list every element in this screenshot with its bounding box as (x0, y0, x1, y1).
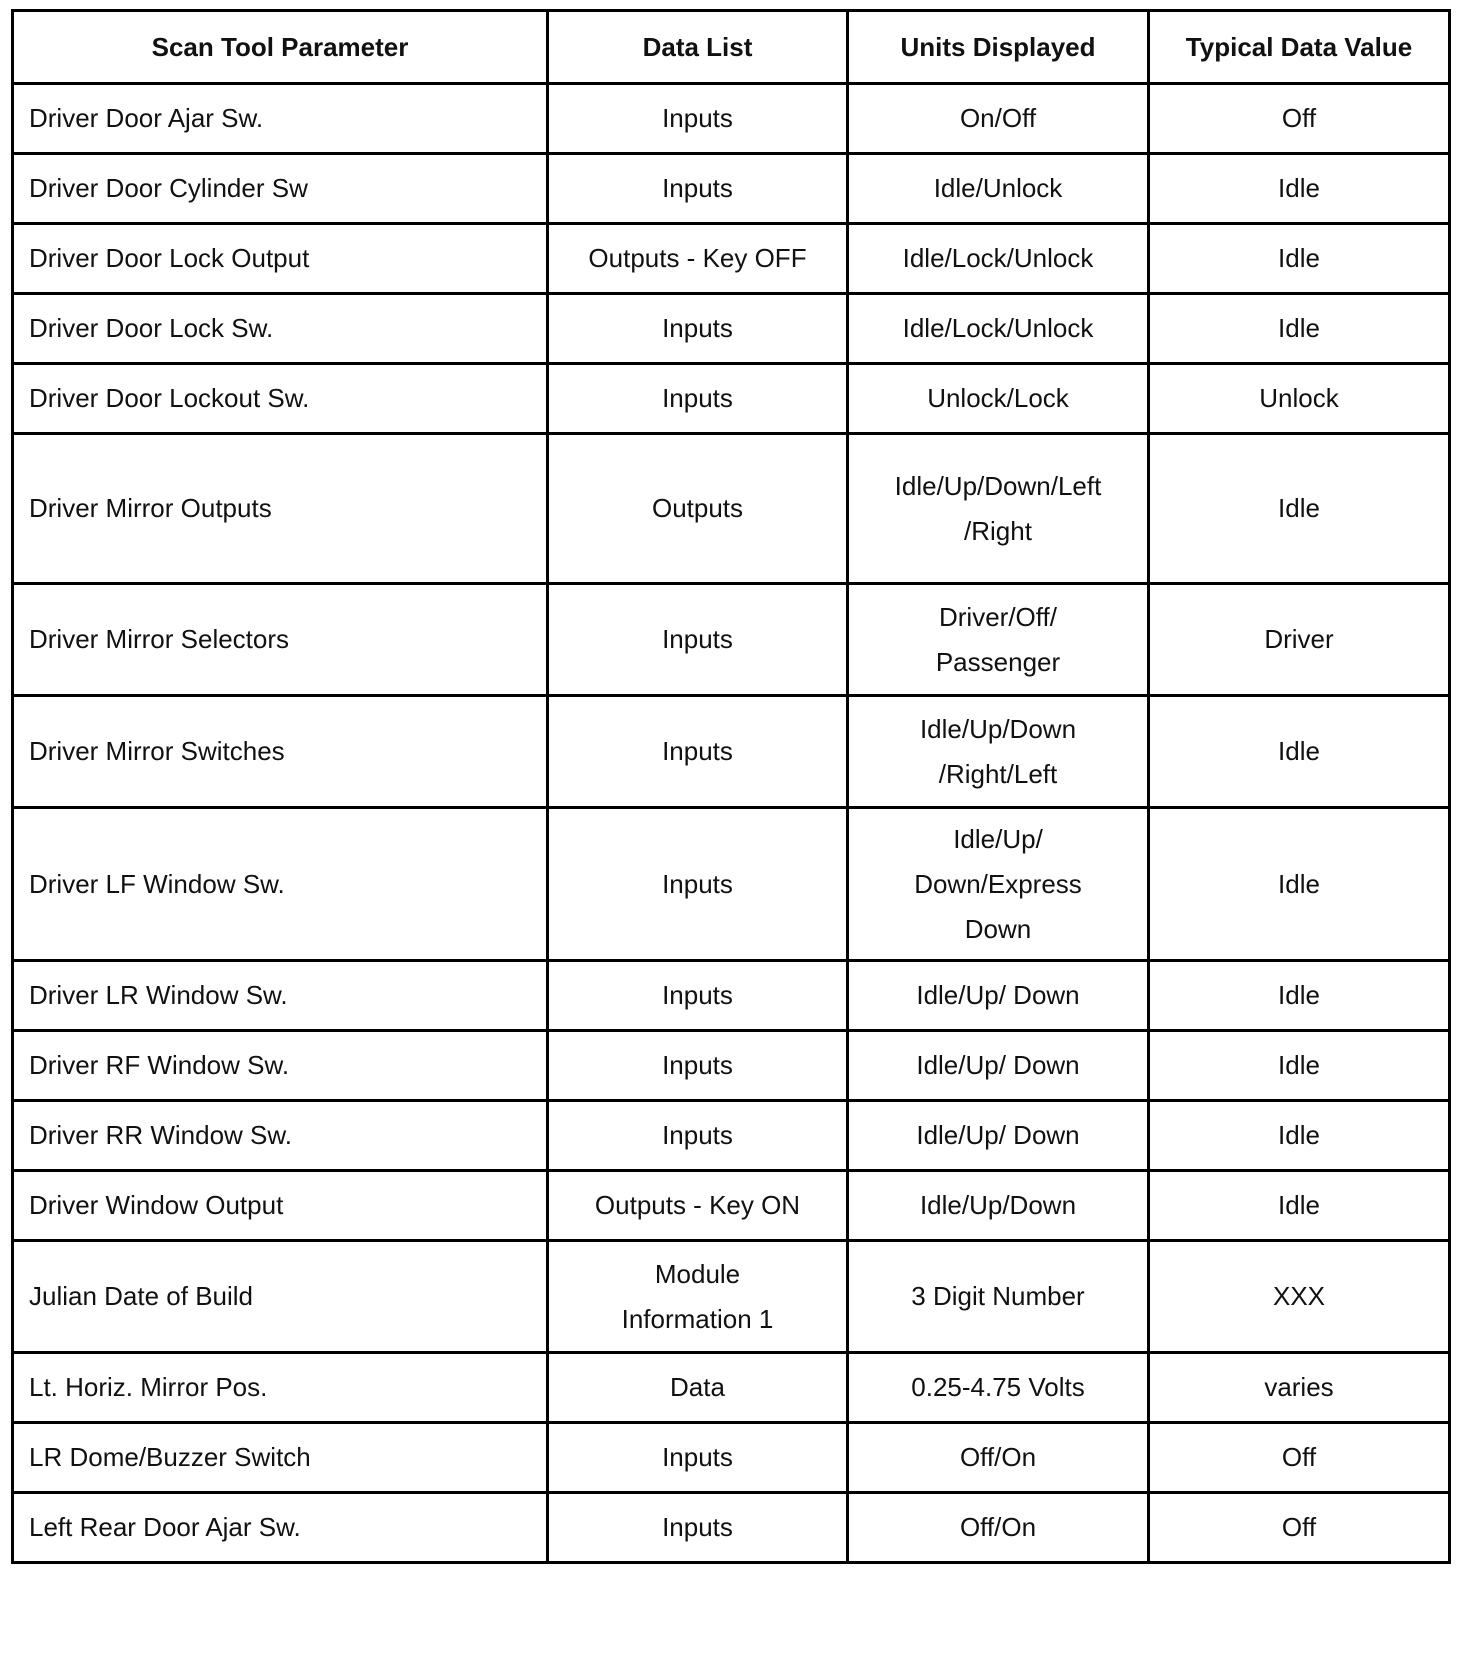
cell-parameter (13, 1493, 548, 1563)
table-row (13, 961, 1450, 1031)
cell-typical-data-value-text: Off (1281, 103, 1317, 133)
cell-parameter (13, 84, 548, 154)
cell-data-list (548, 1101, 848, 1171)
cell-typical-data-value (1149, 808, 1450, 961)
cell-parameter (13, 364, 548, 434)
table-row (13, 364, 1450, 434)
cell-units-displayed (848, 584, 1149, 696)
cell-units-displayed-text: Idle/Up/Down/Left /Right (894, 470, 1102, 546)
cell-units-displayed-text: Idle/Up/Down (919, 1190, 1077, 1220)
cell-parameter-text: Driver Door Lock Sw. (29, 313, 274, 343)
cell-parameter-text: Driver Door Lockout Sw. (29, 383, 310, 413)
cell-parameter-text: Driver RR Window Sw. (29, 1120, 292, 1150)
cell-units-displayed (848, 1241, 1149, 1353)
table-row (13, 808, 1450, 961)
cell-parameter (13, 1241, 548, 1353)
table-header (13, 11, 1450, 84)
table-row (13, 1171, 1450, 1241)
cell-typical-data-value-text: Idle (1278, 868, 1320, 899)
table-row (13, 1493, 1450, 1563)
header-units-displayed: Units Displayed (848, 11, 1149, 84)
table-row (13, 84, 1450, 154)
cell-typical-data-value (1149, 364, 1450, 434)
cell-data-list-text: Inputs (662, 1442, 733, 1472)
cell-typical-data-value (1149, 1241, 1450, 1353)
cell-parameter-text: Driver Mirror Outputs (29, 493, 272, 523)
table-row (13, 584, 1450, 696)
cell-typical-data-value (1149, 1493, 1450, 1563)
cell-data-list (548, 1241, 848, 1353)
table-row (13, 1031, 1450, 1101)
cell-typical-data-value (1149, 224, 1450, 294)
table-row (13, 1241, 1450, 1353)
cell-data-list-text: Outputs - Key ON (594, 1190, 801, 1220)
cell-units-displayed (848, 434, 1149, 584)
cell-units-displayed-text: On/Off (959, 103, 1037, 133)
cell-typical-data-value (1149, 1031, 1450, 1101)
cell-parameter-text: Driver LF Window Sw. (29, 868, 285, 899)
table-row (13, 1101, 1450, 1171)
cell-typical-data-value-text: Idle (1278, 1190, 1320, 1220)
cell-data-list-text: Inputs (662, 173, 733, 203)
scan-tool-parameter-table (11, 9, 1451, 1564)
cell-parameter-text: Driver Window Output (29, 1190, 284, 1220)
cell-data-list-text: Inputs (662, 868, 733, 899)
cell-parameter-text: LR Dome/Buzzer Switch (29, 1442, 311, 1472)
cell-units-displayed-text: Driver/Off/ Passenger (935, 601, 1061, 677)
cell-data-list (548, 696, 848, 808)
cell-data-list-text: Inputs (662, 383, 733, 413)
cell-typical-data-value-text: Idle (1278, 1050, 1320, 1080)
cell-units-displayed-text: Idle/Up/ Down (916, 980, 1080, 1010)
table-row (13, 224, 1450, 294)
cell-units-displayed (848, 154, 1149, 224)
cell-typical-data-value-text: Idle (1278, 1120, 1320, 1150)
cell-data-list (548, 808, 848, 961)
cell-typical-data-value (1149, 1353, 1450, 1423)
cell-data-list (548, 294, 848, 364)
cell-data-list-text: Data (670, 1372, 725, 1402)
cell-data-list-text: Inputs (662, 736, 733, 766)
cell-units-displayed (848, 1423, 1149, 1493)
table-row (13, 696, 1450, 808)
table-body (13, 84, 1450, 1563)
cell-data-list-text: Module Information 1 (621, 1258, 774, 1334)
cell-data-list-text: Inputs (662, 103, 733, 133)
cell-units-displayed (848, 1101, 1149, 1171)
header-typical-data-value: Typical Data Value (1149, 11, 1450, 84)
table-row (13, 154, 1450, 224)
cell-units-displayed (848, 1031, 1149, 1101)
cell-data-list-text: Inputs (662, 624, 733, 654)
cell-typical-data-value-text: Unlock (1259, 383, 1339, 413)
cell-data-list-text: Inputs (662, 1120, 733, 1150)
cell-typical-data-value (1149, 1423, 1450, 1493)
cell-typical-data-value-text: Idle (1278, 173, 1320, 203)
cell-units-displayed-text: Idle/Unlock (933, 173, 1063, 203)
cell-units-displayed-text: Off/On (959, 1442, 1037, 1472)
cell-data-list-text: Outputs - Key OFF (588, 243, 807, 273)
cell-units-displayed (848, 808, 1149, 961)
cell-parameter (13, 696, 548, 808)
cell-units-displayed-text: Unlock/Lock (927, 383, 1069, 413)
cell-typical-data-value (1149, 434, 1450, 584)
cell-typical-data-value-text: Driver (1264, 624, 1334, 654)
cell-data-list (548, 1353, 848, 1423)
cell-data-list (548, 1031, 848, 1101)
cell-data-list (548, 1171, 848, 1241)
cell-units-displayed (848, 961, 1149, 1031)
cell-units-displayed-text: Off/On (959, 1512, 1037, 1542)
cell-units-displayed-text: 0.25-4.75 Volts (911, 1372, 1085, 1402)
cell-parameter-text: Driver Mirror Selectors (29, 624, 290, 654)
cell-typical-data-value (1149, 696, 1450, 808)
cell-units-displayed-text: 3 Digit Number (911, 1281, 1085, 1311)
cell-typical-data-value-text: Idle (1278, 313, 1320, 343)
cell-units-displayed-text: Idle/Up/ Down/Express Down (914, 823, 1082, 944)
cell-data-list (548, 224, 848, 294)
cell-parameter-text: Driver Door Lock Output (29, 243, 310, 273)
cell-data-list-text: Outputs (651, 493, 744, 523)
cell-data-list (548, 1493, 848, 1563)
cell-typical-data-value-text: Idle (1278, 493, 1320, 523)
cell-parameter (13, 961, 548, 1031)
cell-parameter-text: Driver RF Window Sw. (29, 1050, 290, 1080)
cell-parameter-text: Julian Date of Build (29, 1281, 254, 1311)
cell-data-list (548, 434, 848, 584)
cell-typical-data-value (1149, 294, 1450, 364)
header-row (13, 11, 1450, 84)
cell-data-list (548, 154, 848, 224)
cell-parameter (13, 434, 548, 584)
cell-units-displayed (848, 294, 1149, 364)
cell-typical-data-value-text: Idle (1278, 980, 1320, 1010)
cell-data-list (548, 84, 848, 154)
cell-data-list-text: Inputs (662, 980, 733, 1010)
cell-parameter (13, 294, 548, 364)
cell-parameter (13, 154, 548, 224)
cell-typical-data-value (1149, 584, 1450, 696)
table-row (13, 434, 1450, 584)
cell-units-displayed (848, 696, 1149, 808)
table-row (13, 294, 1450, 364)
cell-units-displayed (848, 84, 1149, 154)
cell-parameter (13, 1101, 548, 1171)
cell-parameter-text: Driver Door Ajar Sw. (29, 103, 264, 133)
cell-data-list-text: Inputs (662, 1512, 733, 1542)
cell-typical-data-value-text: Off (1281, 1512, 1317, 1542)
cell-parameter (13, 1423, 548, 1493)
cell-units-displayed (848, 1493, 1149, 1563)
header-data-list: Data List (548, 11, 848, 84)
cell-parameter (13, 584, 548, 696)
cell-typical-data-value (1149, 961, 1450, 1031)
cell-typical-data-value (1149, 1101, 1450, 1171)
cell-units-displayed (848, 1171, 1149, 1241)
cell-parameter-text: Left Rear Door Ajar Sw. (29, 1512, 301, 1542)
cell-units-displayed-text: Idle/Up/ Down (916, 1050, 1080, 1080)
cell-data-list (548, 364, 848, 434)
cell-typical-data-value-text: XXX (1272, 1281, 1326, 1311)
cell-typical-data-value (1149, 154, 1450, 224)
cell-parameter-text: Lt. Horiz. Mirror Pos. (29, 1372, 268, 1402)
cell-parameter-text: Driver Mirror Switches (29, 736, 285, 766)
cell-parameter (13, 224, 548, 294)
cell-units-displayed (848, 1353, 1149, 1423)
cell-parameter-text: Driver Door Cylinder Sw (29, 173, 308, 203)
cell-data-list (548, 961, 848, 1031)
cell-units-displayed-text: Idle/Up/Down /Right/Left (919, 713, 1077, 789)
cell-parameter (13, 1031, 548, 1101)
cell-units-displayed-text: Idle/Up/ Down (916, 1120, 1080, 1150)
cell-units-displayed (848, 364, 1149, 434)
cell-parameter (13, 1353, 548, 1423)
cell-typical-data-value-text: varies (1264, 1372, 1334, 1402)
cell-units-displayed (848, 224, 1149, 294)
cell-data-list (548, 1423, 848, 1493)
cell-typical-data-value-text: Idle (1278, 736, 1320, 766)
cell-typical-data-value-text: Off (1281, 1442, 1317, 1472)
table-row (13, 1423, 1450, 1493)
cell-typical-data-value-text: Idle (1278, 243, 1320, 273)
cell-data-list-text: Inputs (662, 1050, 733, 1080)
cell-typical-data-value (1149, 1171, 1450, 1241)
table-row (13, 1353, 1450, 1423)
cell-typical-data-value (1149, 84, 1450, 154)
cell-data-list (548, 584, 848, 696)
cell-parameter-text: Driver LR Window Sw. (29, 980, 288, 1010)
cell-units-displayed-text: Idle/Lock/Unlock (902, 243, 1094, 273)
cell-units-displayed-text: Idle/Lock/Unlock (902, 313, 1094, 343)
cell-data-list-text: Inputs (662, 313, 733, 343)
header-scan-tool-parameter: Scan Tool Parameter (13, 11, 548, 84)
cell-parameter (13, 1171, 548, 1241)
cell-parameter (13, 808, 548, 961)
